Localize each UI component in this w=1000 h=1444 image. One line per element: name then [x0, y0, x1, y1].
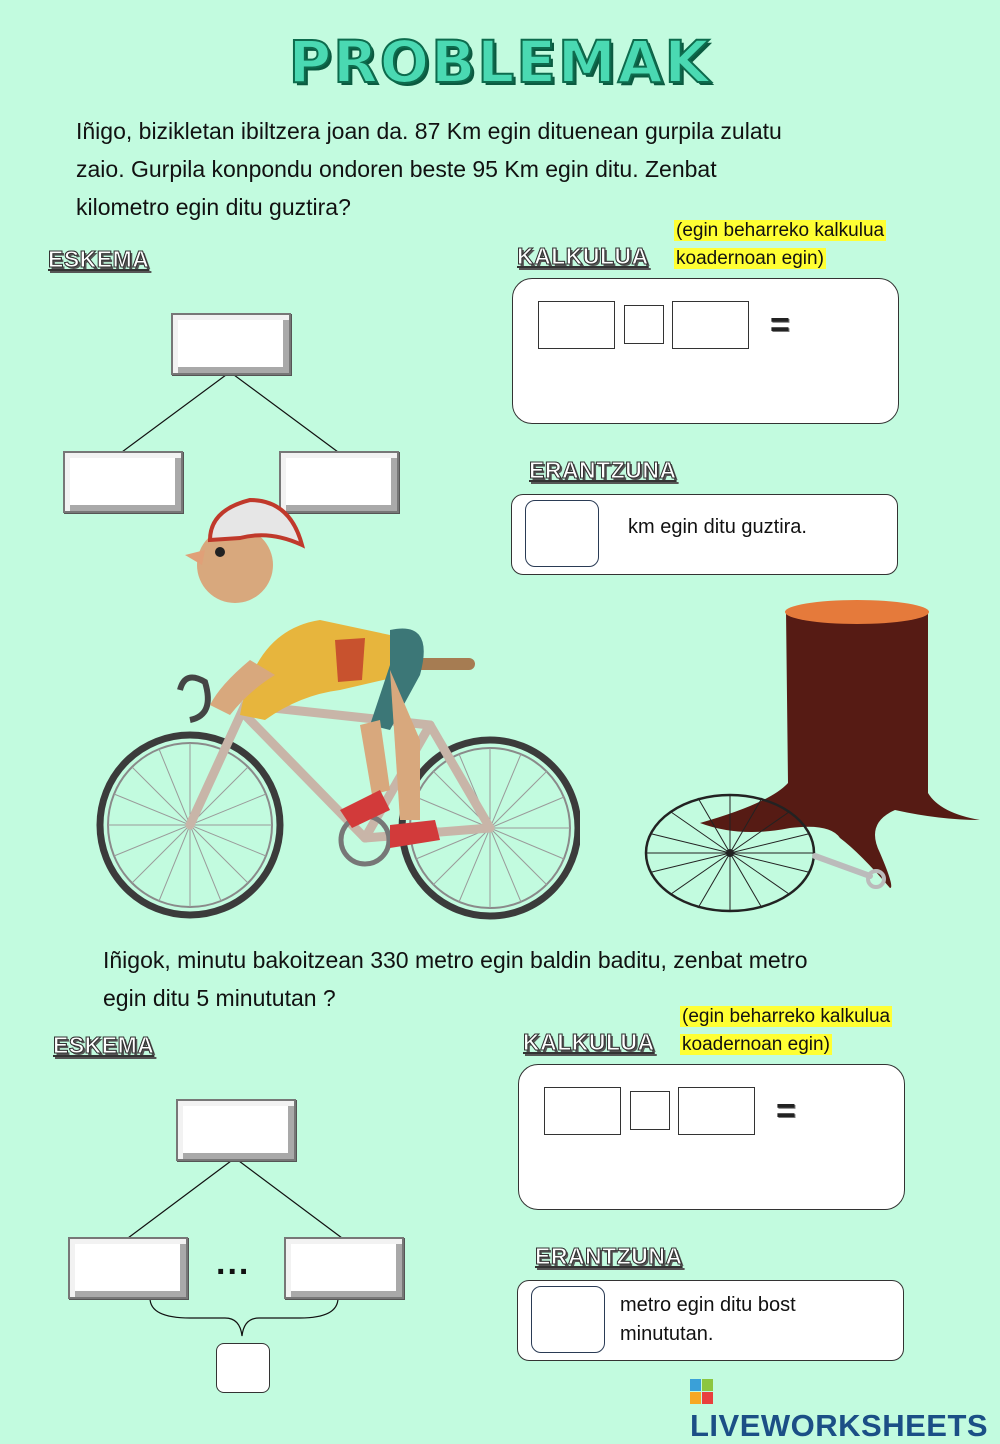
problem-1-line: kilometro egin ditu guztira?	[76, 194, 351, 220]
problem-1-line: Iñigo, bizikletan ibiltzera joan da. 87 Km egin dituenean gurpila zulatu	[76, 118, 782, 144]
calc-note-line: koadernoan egin)	[682, 1034, 830, 1055]
problem-2-line: Iñigok, minutu bakoitzean 330 metro egin baldin baditu, zenbat metro	[103, 947, 808, 973]
tree-stump-illustration	[640, 598, 985, 918]
calc-note-1	[674, 217, 886, 273]
cyclist-illustration	[90, 490, 580, 930]
answer-2-text	[620, 1291, 796, 1349]
calc-1-operand-b[interactable]	[672, 301, 749, 349]
calc-heading-1: KALKULUA	[517, 243, 649, 269]
scheme-heading-2: ESKEMA	[53, 1032, 155, 1058]
calc-1-operand-a[interactable]	[538, 301, 615, 349]
calc-panel-2	[518, 1064, 905, 1210]
calc-note-line: (egin beharreko kalkulua	[676, 220, 885, 241]
calc-1-equals: =	[770, 306, 790, 344]
logo-text: LIVEWORKSHEETS	[690, 1408, 989, 1443]
answer-2-input[interactable]	[531, 1286, 605, 1353]
scheme-2-top-box[interactable]	[176, 1099, 296, 1161]
liveworksheets-icon	[690, 1379, 714, 1405]
answer-2-line: minututan.	[620, 1323, 714, 1345]
scheme-2-right-box[interactable]	[284, 1237, 404, 1299]
liveworksheets-logo[interactable]	[690, 1372, 1000, 1444]
answer-2-line: metro egin ditu bost	[620, 1294, 796, 1316]
page-title: PROBLEMAK	[288, 28, 712, 96]
calc-2-operand-b[interactable]	[678, 1087, 755, 1135]
scheme-1-top-box[interactable]	[171, 313, 291, 375]
answer-heading-2: ERANTZUNA	[535, 1243, 683, 1269]
answer-heading-1: ERANTZUNA	[529, 457, 677, 483]
problem-2-line: egin ditu 5 minututan ?	[103, 985, 336, 1011]
calc-heading-2: KALKULUA	[523, 1029, 655, 1055]
scheme-heading-1: ESKEMA	[48, 246, 150, 272]
calc-2-operand-a[interactable]	[544, 1087, 621, 1135]
calc-note-line: koadernoan egin)	[676, 248, 824, 269]
calc-1-operator[interactable]	[624, 305, 664, 344]
scheme-2-dots: ...	[216, 1244, 251, 1282]
calc-note-line: (egin beharreko kalkulua	[682, 1006, 891, 1027]
answer-1-text: km egin ditu guztira.	[628, 516, 807, 538]
scheme-2-left-box[interactable]	[68, 1237, 188, 1299]
calc-2-operator[interactable]	[630, 1091, 670, 1130]
calc-2-equals: =	[776, 1092, 796, 1130]
calc-panel-1	[512, 278, 899, 424]
problem-1-line: zaio. Gurpila konpondu ondoren beste 95 Km egin ditu. Zenbat	[76, 156, 717, 182]
calc-note-2	[680, 1003, 892, 1059]
scheme-2-count-box[interactable]	[216, 1343, 270, 1393]
